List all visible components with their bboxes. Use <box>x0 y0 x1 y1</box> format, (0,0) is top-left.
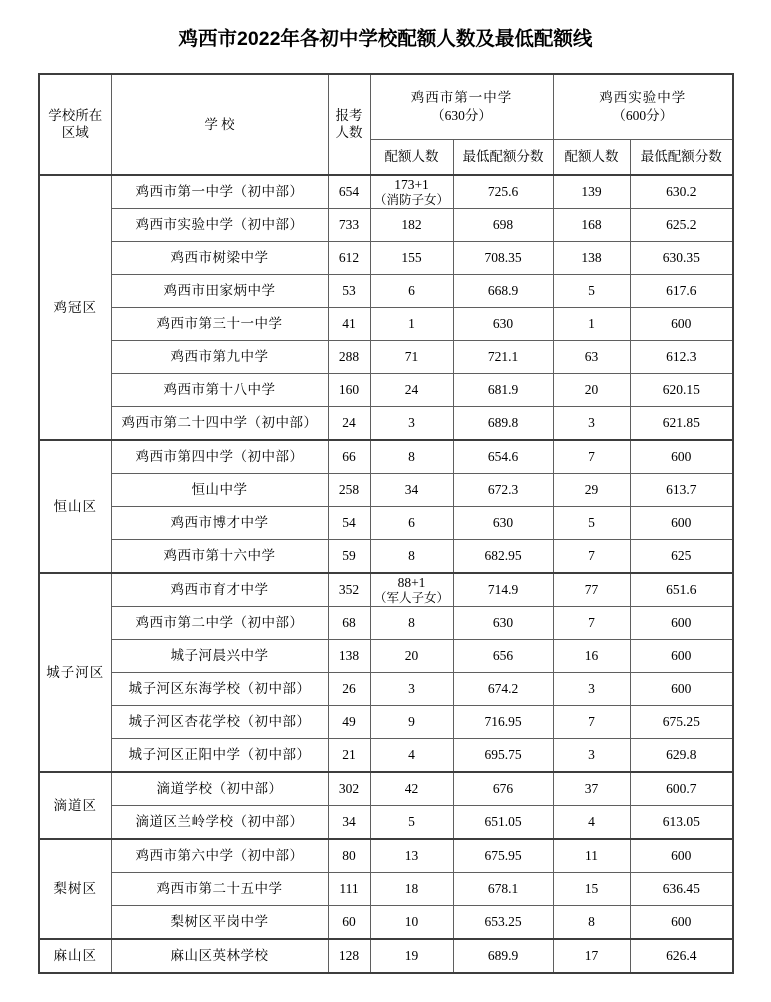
applicants-cell: 66 <box>328 440 370 474</box>
quota-count-value: 88+1 <box>397 575 426 591</box>
min-score-cell-group-one: 656 <box>453 640 553 673</box>
min-score-cell-group-two: 600 <box>630 673 733 706</box>
min-score-cell-group-two: 600 <box>630 440 733 474</box>
table-row <box>39 706 733 739</box>
min-score-cell-group-two: 600 <box>630 607 733 640</box>
quota-count-cell-group-one: 24 <box>370 374 453 407</box>
applicants-cell: 612 <box>328 242 370 275</box>
table-row <box>39 440 733 474</box>
quota-count-cell-group-two: 37 <box>553 772 630 806</box>
min-score-cell-group-one: 675.95 <box>453 839 553 873</box>
applicants-cell: 138 <box>328 640 370 673</box>
min-score-cell-group-two: 651.6 <box>630 573 733 607</box>
min-score-cell-group-one: 689.8 <box>453 407 553 441</box>
school-name-cell: 鸡西市博才中学 <box>111 507 328 540</box>
header-region <box>39 74 111 175</box>
min-score-cell-group-two: 600 <box>630 507 733 540</box>
quota-count-cell-group-two: 17 <box>553 939 630 973</box>
min-score-cell-group-one: 714.9 <box>453 573 553 607</box>
school-name-cell: 鸡西市第二十五中学 <box>111 873 328 906</box>
table-row <box>39 772 733 806</box>
min-score-cell-group-two: 612.3 <box>630 341 733 374</box>
min-score-cell-group-two: 613.05 <box>630 806 733 840</box>
table-header <box>39 74 733 175</box>
school-name-cell: 鸡西市育才中学 <box>111 573 328 607</box>
table-row <box>39 209 733 242</box>
school-name-cell: 滴道学校（初中部） <box>111 772 328 806</box>
table-row <box>39 507 733 540</box>
header-school: 学 校 <box>111 74 328 175</box>
region-cell: 梨树区 <box>39 839 111 939</box>
table-row <box>39 673 733 706</box>
min-score-cell-group-two: 600 <box>630 839 733 873</box>
header-group-one-score: （630分） <box>431 108 492 123</box>
school-name-cell: 梨树区平岗中学 <box>111 906 328 940</box>
quota-count-cell-group-one: 10 <box>370 906 453 940</box>
quota-count-cell-group-one: 19 <box>370 939 453 973</box>
header-row-top <box>39 74 733 140</box>
min-score-cell-group-two: 630.35 <box>630 242 733 275</box>
school-name-cell: 麻山区英林学校 <box>111 939 328 973</box>
school-name-cell: 城子河晨兴中学 <box>111 640 328 673</box>
applicants-cell: 34 <box>328 806 370 840</box>
table-body <box>39 175 733 973</box>
quota-count-cell-group-one: 8 <box>370 540 453 574</box>
quota-count-cell-group-one: 13 <box>370 839 453 873</box>
quota-count-cell-group-one: 182 <box>370 209 453 242</box>
quota-count-cell-group-two: 7 <box>553 607 630 640</box>
header-group-one-name: 鸡西市第一中学 <box>410 90 513 106</box>
quota-count-cell-group-one: 42 <box>370 772 453 806</box>
quota-table-container <box>38 73 732 974</box>
min-score-cell-group-one: 630 <box>453 507 553 540</box>
min-score-cell-group-one: 678.1 <box>453 873 553 906</box>
school-name-cell: 鸡西市实验中学（初中部） <box>111 209 328 242</box>
quota-count-cell-group-two: 20 <box>553 374 630 407</box>
applicants-cell: 80 <box>328 839 370 873</box>
quota-count-cell-group-two: 5 <box>553 275 630 308</box>
table-row <box>39 308 733 341</box>
school-name-cell: 鸡西市第二中学（初中部） <box>111 607 328 640</box>
applicants-cell: 160 <box>328 374 370 407</box>
min-score-cell-group-two: 629.8 <box>630 739 733 773</box>
table-row <box>39 906 733 940</box>
header-group-one-quota-count: 配额人数 <box>370 140 453 176</box>
min-score-cell-group-two: 621.85 <box>630 407 733 441</box>
school-name-cell: 恒山中学 <box>111 474 328 507</box>
quota-count-cell-group-one <box>370 175 453 209</box>
school-name-cell: 鸡西市田家炳中学 <box>111 275 328 308</box>
quota-count-cell-group-two: 77 <box>553 573 630 607</box>
min-score-cell-group-one: 698 <box>453 209 553 242</box>
table-row <box>39 374 733 407</box>
table-row <box>39 873 733 906</box>
table-row <box>39 806 733 840</box>
quota-count-cell-group-two: 7 <box>553 706 630 739</box>
applicants-cell: 258 <box>328 474 370 507</box>
header-group-two-min-score: 最低配额分数 <box>630 140 733 176</box>
quota-count-cell-group-two: 1 <box>553 308 630 341</box>
header-group-two-quota-count: 配额人数 <box>553 140 630 176</box>
table-row <box>39 474 733 507</box>
quota-count-value: 173+1 <box>394 177 429 193</box>
quota-count-cell-group-one: 8 <box>370 607 453 640</box>
min-score-cell-group-one: 630 <box>453 308 553 341</box>
applicants-cell: 352 <box>328 573 370 607</box>
min-score-cell-group-two: 600 <box>630 640 733 673</box>
page-title: 鸡西市2022年各初中学校配额人数及最低配额线 <box>178 28 593 50</box>
quota-count-cell-group-one: 8 <box>370 440 453 474</box>
min-score-cell-group-two: 625 <box>630 540 733 574</box>
school-name-cell: 鸡西市第一中学（初中部） <box>111 175 328 209</box>
applicants-cell: 733 <box>328 209 370 242</box>
min-score-cell-group-two: 620.15 <box>630 374 733 407</box>
header-group-two-name: 鸡西实验中学 <box>599 90 687 106</box>
table-row <box>39 242 733 275</box>
min-score-cell-group-one: 725.6 <box>453 175 553 209</box>
table-row <box>39 739 733 773</box>
table-row <box>39 607 733 640</box>
quota-count-note: （消防子女） <box>373 192 449 207</box>
applicants-cell: 59 <box>328 540 370 574</box>
header-region-line1: 学校所在 <box>48 107 103 123</box>
quota-count-cell-group-two: 8 <box>553 906 630 940</box>
min-score-cell-group-two: 625.2 <box>630 209 733 242</box>
min-score-cell-group-two: 626.4 <box>630 939 733 973</box>
min-score-cell-group-one: 681.9 <box>453 374 553 407</box>
quota-count-cell-group-two: 5 <box>553 507 630 540</box>
applicants-cell: 111 <box>328 873 370 906</box>
min-score-cell-group-two: 600.7 <box>630 772 733 806</box>
table-row <box>39 175 733 209</box>
quota-count-cell-group-two: 16 <box>553 640 630 673</box>
quota-count-cell-group-one: 3 <box>370 407 453 441</box>
quota-count-cell-group-two: 3 <box>553 739 630 773</box>
quota-count-cell-group-one: 6 <box>370 275 453 308</box>
quota-count-cell-group-one: 6 <box>370 507 453 540</box>
header-applicants <box>328 74 370 175</box>
table-row <box>39 573 733 607</box>
quota-count-note: （军人子女） <box>373 590 449 605</box>
quota-count-cell-group-two: 138 <box>553 242 630 275</box>
applicants-cell: 24 <box>328 407 370 441</box>
school-name-cell: 鸡西市第二十四中学（初中部） <box>111 407 328 441</box>
min-score-cell-group-two: 636.45 <box>630 873 733 906</box>
min-score-cell-group-one: 708.35 <box>453 242 553 275</box>
min-score-cell-group-one: 653.25 <box>453 906 553 940</box>
quota-count-cell-group-one: 34 <box>370 474 453 507</box>
region-cell: 滴道区 <box>39 772 111 839</box>
min-score-cell-group-two: 630.2 <box>630 175 733 209</box>
min-score-cell-group-one: 716.95 <box>453 706 553 739</box>
quota-count-cell-group-one: 9 <box>370 706 453 739</box>
applicants-cell: 68 <box>328 607 370 640</box>
table-row <box>39 341 733 374</box>
min-score-cell-group-one: 668.9 <box>453 275 553 308</box>
quota-table <box>38 73 734 974</box>
school-name-cell: 滴道区兰岭学校（初中部） <box>111 806 328 840</box>
min-score-cell-group-one: 674.2 <box>453 673 553 706</box>
school-name-cell: 鸡西市第十八中学 <box>111 374 328 407</box>
min-score-cell-group-two: 613.7 <box>630 474 733 507</box>
school-name-cell: 城子河区正阳中学（初中部） <box>111 739 328 773</box>
min-score-cell-group-one: 654.6 <box>453 440 553 474</box>
min-score-cell-group-two: 600 <box>630 906 733 940</box>
quota-count-cell-group-two: 11 <box>553 839 630 873</box>
header-region-line2: 区域 <box>61 124 89 140</box>
quota-count-cell-group-one <box>370 573 453 607</box>
applicants-cell: 54 <box>328 507 370 540</box>
applicants-cell: 49 <box>328 706 370 739</box>
min-score-cell-group-one: 630 <box>453 607 553 640</box>
table-row <box>39 275 733 308</box>
quota-count-cell-group-one: 4 <box>370 739 453 773</box>
quota-count-cell-group-one: 18 <box>370 873 453 906</box>
applicants-cell: 288 <box>328 341 370 374</box>
quota-count-cell-group-one: 155 <box>370 242 453 275</box>
school-name-cell: 鸡西市树梁中学 <box>111 242 328 275</box>
quota-count-cell-group-two: 7 <box>553 440 630 474</box>
header-group-experimental <box>553 74 733 140</box>
min-score-cell-group-one: 672.3 <box>453 474 553 507</box>
header-group-school-one <box>370 74 553 140</box>
quota-count-cell-group-two: 139 <box>553 175 630 209</box>
school-name-cell: 城子河区东海学校（初中部） <box>111 673 328 706</box>
region-cell: 麻山区 <box>39 939 111 973</box>
header-applicants-line2: 人数 <box>335 124 363 140</box>
min-score-cell-group-one: 651.05 <box>453 806 553 840</box>
min-score-cell-group-two: 600 <box>630 308 733 341</box>
min-score-cell-group-one: 721.1 <box>453 341 553 374</box>
min-score-cell-group-one: 695.75 <box>453 739 553 773</box>
applicants-cell: 302 <box>328 772 370 806</box>
quota-count-cell-group-two: 15 <box>553 873 630 906</box>
header-group-two-score: （600分） <box>612 108 674 123</box>
quota-count-cell-group-two: 168 <box>553 209 630 242</box>
school-name-cell: 鸡西市第九中学 <box>111 341 328 374</box>
quota-count-cell-group-two: 7 <box>553 540 630 574</box>
table-row <box>39 640 733 673</box>
quota-count-cell-group-one: 1 <box>370 308 453 341</box>
applicants-cell: 41 <box>328 308 370 341</box>
quota-count-cell-group-one: 71 <box>370 341 453 374</box>
quota-count-cell-group-two: 4 <box>553 806 630 840</box>
applicants-cell: 53 <box>328 275 370 308</box>
quota-count-cell-group-one: 5 <box>370 806 453 840</box>
region-cell: 城子河区 <box>39 573 111 772</box>
applicants-cell: 128 <box>328 939 370 973</box>
applicants-cell: 21 <box>328 739 370 773</box>
quota-count-cell-group-one: 3 <box>370 673 453 706</box>
table-row <box>39 839 733 873</box>
quota-count-cell-group-two: 3 <box>553 673 630 706</box>
min-score-cell-group-one: 682.95 <box>453 540 553 574</box>
school-name-cell: 城子河区杏花学校（初中部） <box>111 706 328 739</box>
school-name-cell: 鸡西市第三十一中学 <box>111 308 328 341</box>
quota-count-cell-group-two: 29 <box>553 474 630 507</box>
min-score-cell-group-one: 689.9 <box>453 939 553 973</box>
applicants-cell: 26 <box>328 673 370 706</box>
min-score-cell-group-one: 676 <box>453 772 553 806</box>
min-score-cell-group-two: 617.6 <box>630 275 733 308</box>
table-row <box>39 407 733 441</box>
header-group-one-min-score: 最低配额分数 <box>453 140 553 176</box>
applicants-cell: 654 <box>328 175 370 209</box>
school-name-cell: 鸡西市第六中学（初中部） <box>111 839 328 873</box>
region-cell: 恒山区 <box>39 440 111 573</box>
quota-count-cell-group-two: 63 <box>553 341 630 374</box>
table-row <box>39 540 733 574</box>
school-name-cell: 鸡西市第十六中学 <box>111 540 328 574</box>
quota-count-cell-group-one: 20 <box>370 640 453 673</box>
table-row <box>39 939 733 973</box>
applicants-cell: 60 <box>328 906 370 940</box>
school-name-cell: 鸡西市第四中学（初中部） <box>111 440 328 474</box>
header-applicants-line1: 报考 <box>335 107 363 123</box>
min-score-cell-group-two: 675.25 <box>630 706 733 739</box>
quota-count-cell-group-two: 3 <box>553 407 630 441</box>
region-cell: 鸡冠区 <box>39 175 111 440</box>
